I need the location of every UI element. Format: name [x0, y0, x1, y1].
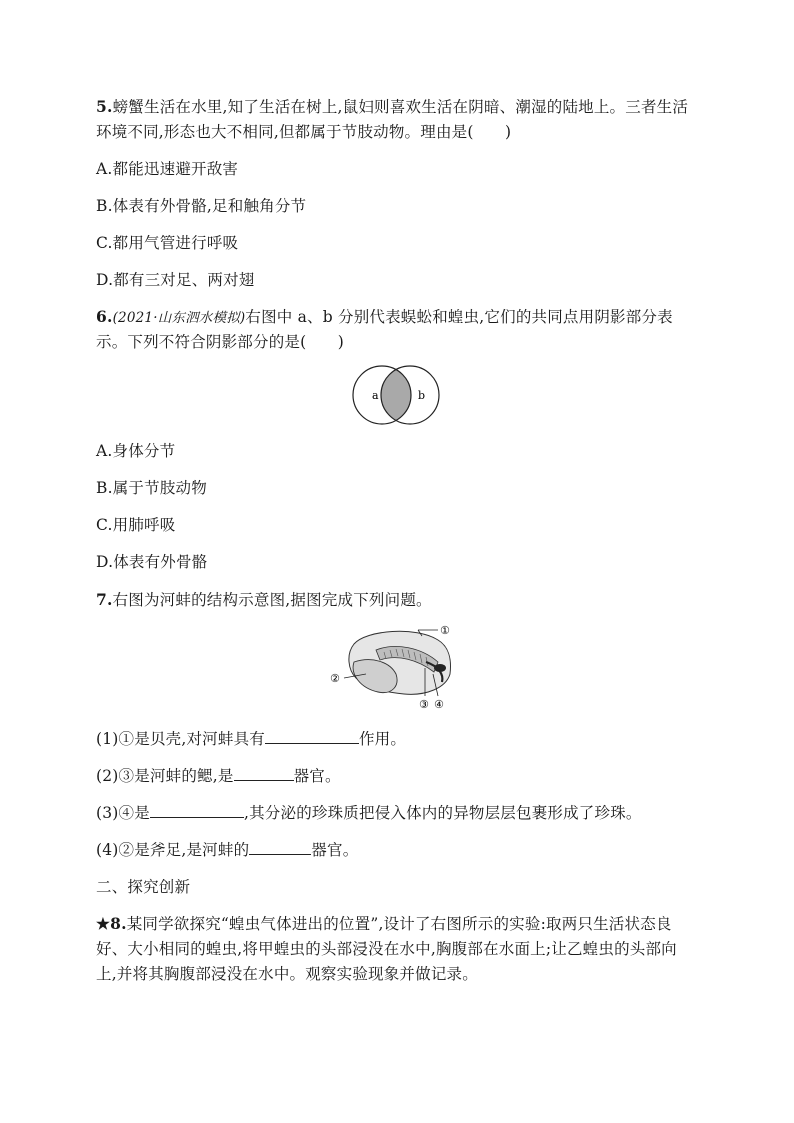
- q7-sub1-pre: (1)①是贝壳,对河蚌具有: [96, 730, 265, 748]
- q5-option-a: A.都能迅速避开敌害: [96, 160, 239, 178]
- q5-option-c: C.都用气管进行呼吸: [96, 234, 239, 252]
- q8-line3: 上,并将其胸腹部浸没在水中。观察实验现象并做记录。: [96, 965, 478, 983]
- q6-option-d: D.体表有外骨骼: [96, 553, 208, 571]
- q6-source: (2021·山东泗水模拟): [112, 310, 246, 326]
- q5-stem-text1: 螃蟹生活在水里,知了生活在树上,鼠妇则喜欢生活在阴暗、潮湿的陆地上。三者生活: [112, 98, 689, 116]
- venn-label-a: a: [372, 389, 379, 402]
- section-2-heading: 二、探究创新: [96, 878, 191, 896]
- q6-stem-text1: 右图中 a、b 分别代表蜈蚣和蝗虫,它们的共同点用阴影部分表: [245, 308, 673, 326]
- venn-diagram: [352, 364, 442, 426]
- q7-sub4-post: 器官。: [311, 841, 359, 859]
- q6-option-a: A.身体分节: [96, 442, 176, 460]
- q7-sub2-post: 器官。: [293, 767, 341, 785]
- q7-sub3-blank[interactable]: [150, 803, 244, 818]
- q7-sub1: [96, 729, 406, 749]
- q7-sub4-blank[interactable]: [249, 840, 311, 855]
- q7-sub3-pre: (3)④是: [96, 804, 150, 822]
- q5-number: 5.: [96, 97, 113, 116]
- q8-text1: 某同学欲探究“蝗虫气体进出的位置”,设计了右图所示的实验:取两只生活状态良: [126, 915, 672, 933]
- q7-sub1-post: 作用。: [358, 730, 407, 748]
- q8-star: ★: [96, 914, 111, 933]
- q8-number: 8.: [110, 914, 127, 933]
- q6-number: 6.: [96, 307, 113, 326]
- q5-stem-line2: 环境不同,形态也大不相同,但都属于节肢动物。理由是( ): [96, 123, 512, 141]
- q7-sub1-blank[interactable]: [265, 729, 359, 744]
- q5-option-d: D.都有三对足、两对翅: [96, 271, 255, 289]
- q7-sub2-blank[interactable]: [234, 766, 294, 781]
- q7-sub4-pre: (4)②是斧足,是河蚌的: [96, 841, 250, 859]
- mussel-label-3: ③: [419, 698, 429, 711]
- mussel-label-1: ①: [440, 624, 450, 637]
- q7-stem: [96, 590, 432, 610]
- mussel-structure-figure: [326, 622, 466, 712]
- venn-label-b: b: [418, 389, 426, 402]
- q7-stem-text: 右图为河蚌的结构示意图,据图完成下列问题。: [112, 591, 432, 609]
- q8-line1: [96, 914, 672, 934]
- q6-stem-line1: [96, 307, 673, 328]
- q5-stem-line1: [96, 97, 688, 117]
- mussel-dark-spot: [434, 664, 446, 672]
- q6-option-b: B.属于节肢动物: [96, 479, 207, 497]
- q7-sub3-post: ,其分泌的珍珠质把侵入体内的异物层层包裹形成了珍珠。: [243, 804, 642, 822]
- q7-sub3: [96, 803, 642, 823]
- q8-line2: 好、大小相同的蝗虫,将甲蝗虫的头部浸没在水中,胸腹部在水面上;让乙蝗虫的头部向: [96, 940, 677, 958]
- q6-stem-line2: 示。下列不符合阴影部分的是( ): [96, 333, 344, 351]
- q7-sub2-pre: (2)③是河蚌的鳃,是: [96, 767, 234, 785]
- q7-sub4: [96, 840, 358, 860]
- mussel-label-4: ④: [434, 698, 444, 711]
- q7-sub2: [96, 766, 341, 786]
- q5-option-b: B.体表有外骨骼,足和触角分节: [96, 197, 307, 215]
- q6-option-c: C.用肺呼吸: [96, 516, 176, 534]
- mussel-label-2: ②: [330, 672, 340, 685]
- q7-number: 7.: [96, 590, 113, 609]
